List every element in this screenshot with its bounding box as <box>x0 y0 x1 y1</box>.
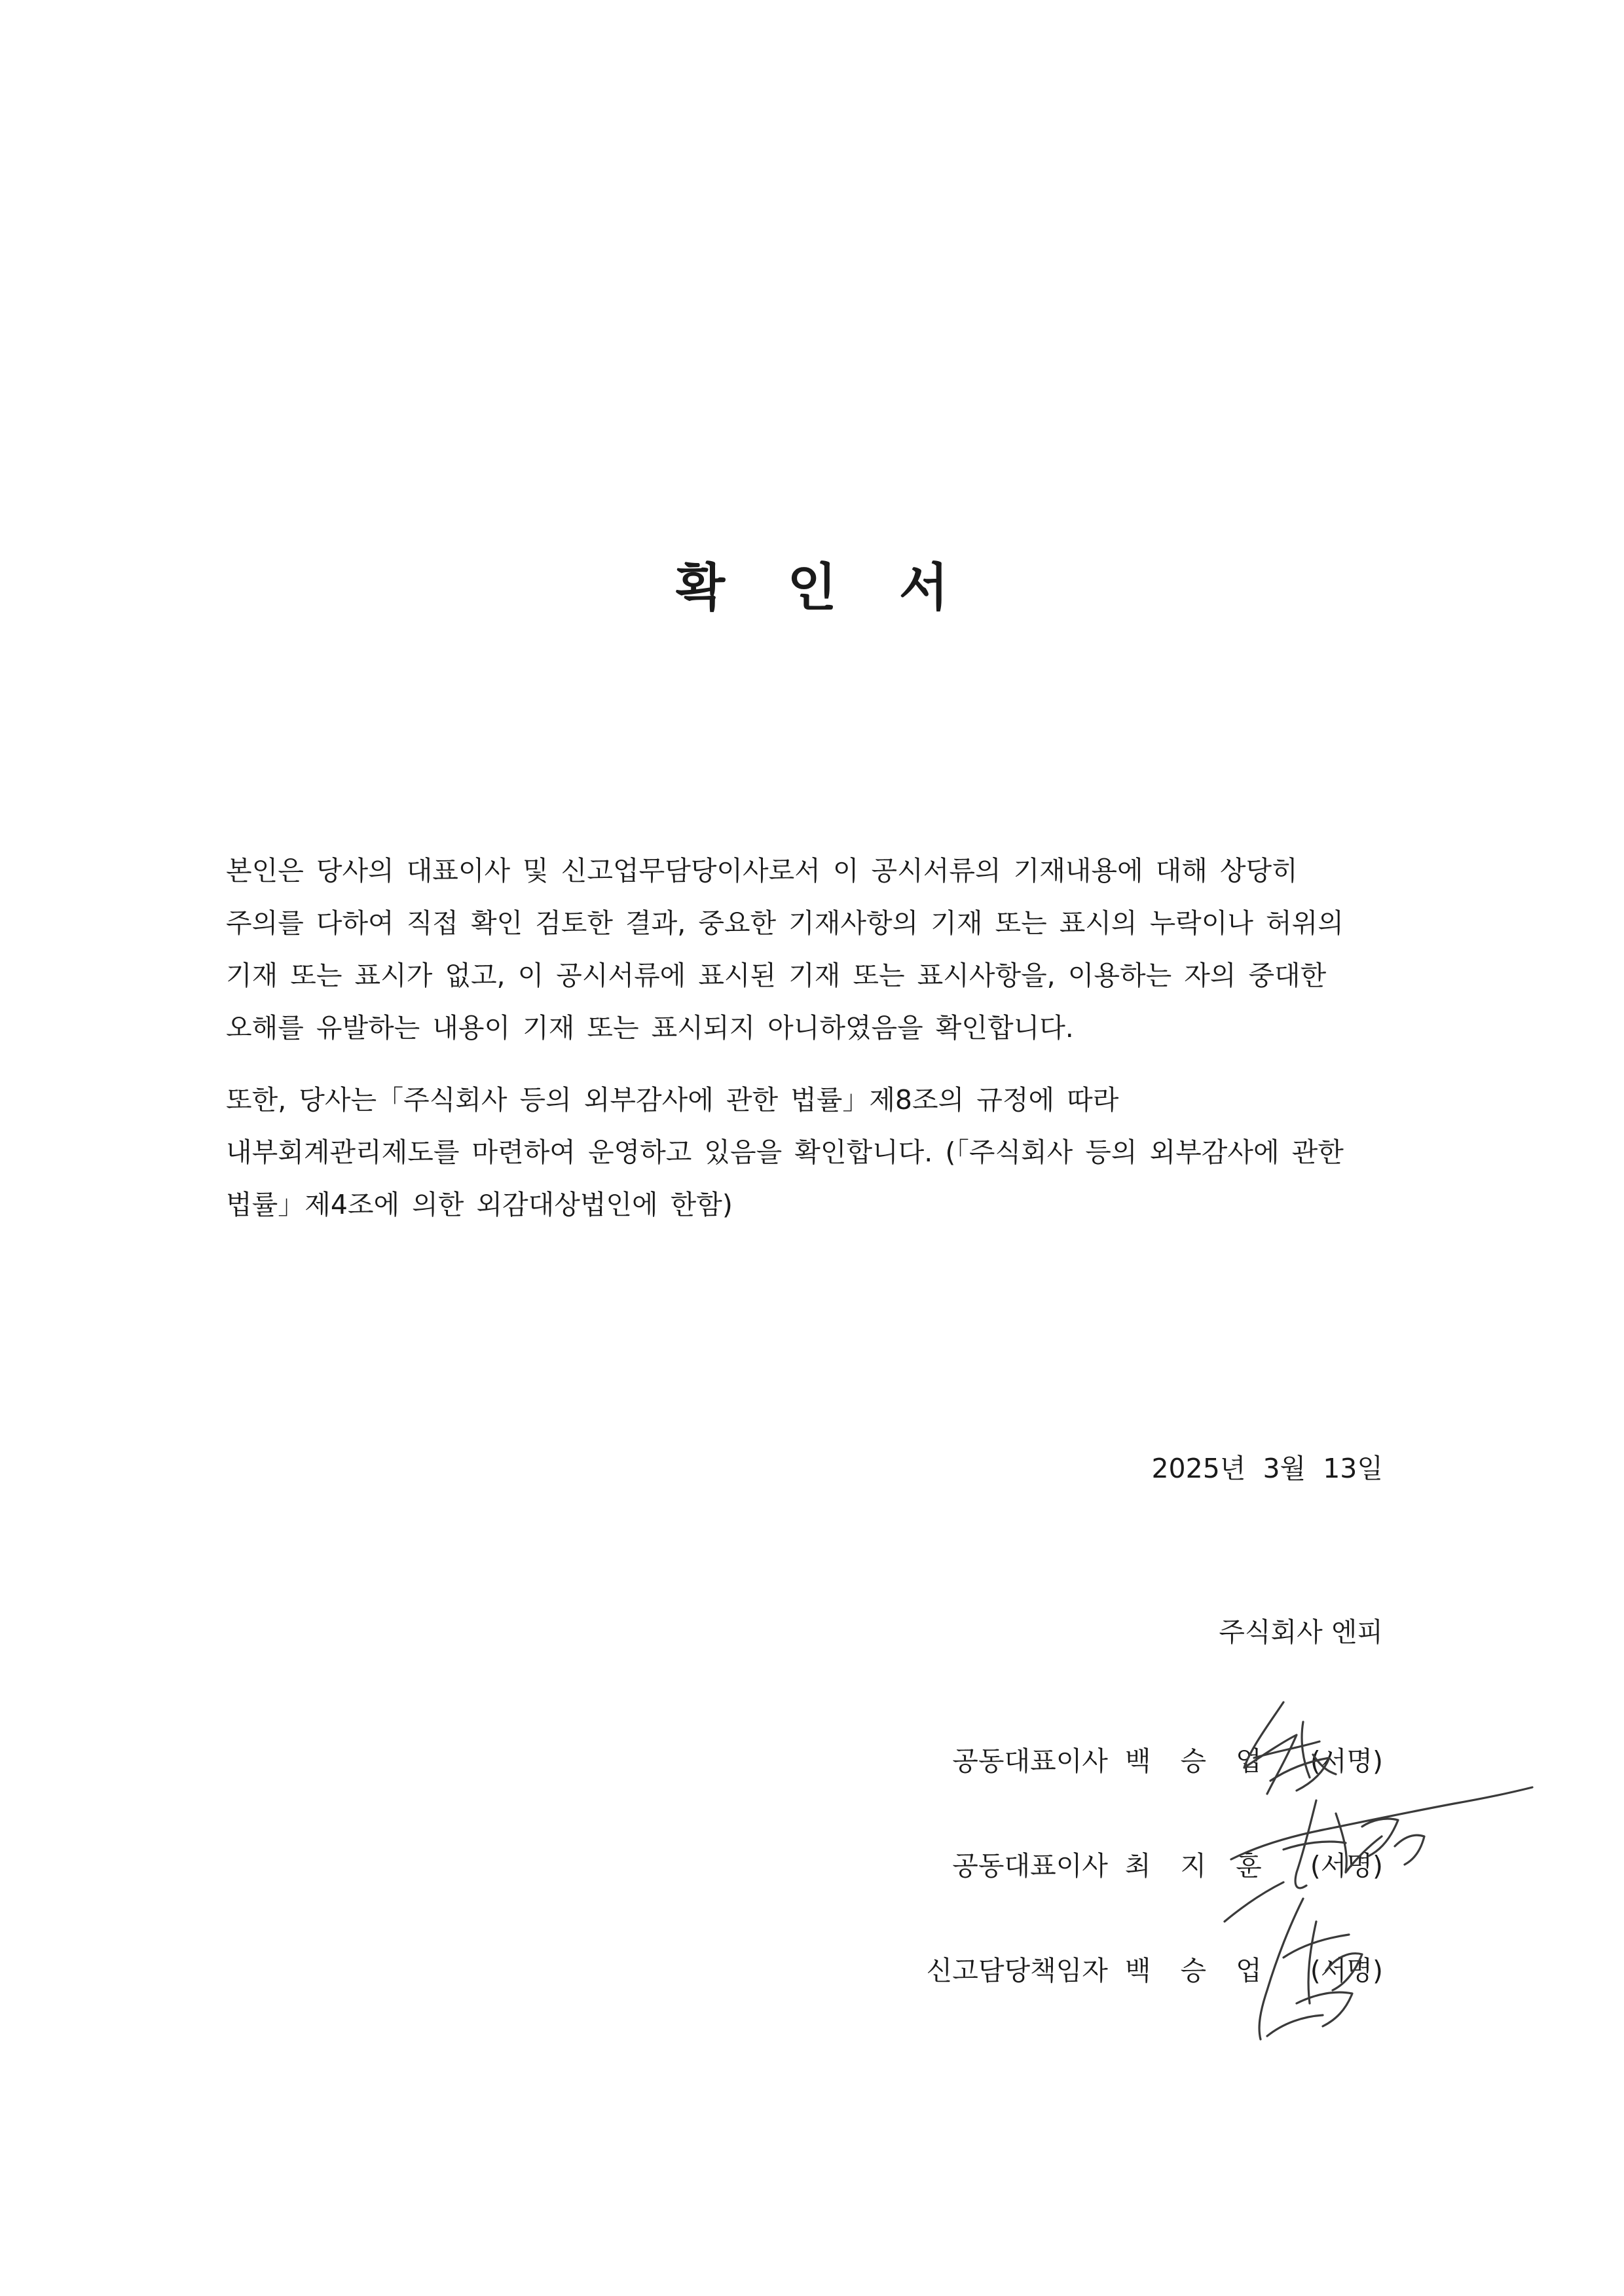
paragraph-line: 또한, 당사는「주식회사 등의 외부감사에 관한 법률」제8조의 규정에 따라 <box>226 1084 1119 1116</box>
handwritten-signature <box>1205 1696 1545 2062</box>
confirmation-paragraph <box>226 845 1398 1054</box>
paragraph-line: 법률」제4조에 의한 외감대상법인에 한함) <box>226 1189 733 1220</box>
paragraph-line: 내부회계관리제도를 마련하여 운영하고 있음을 확인합니다. (「주식회사 등의 외부감사에 관한 <box>226 1137 1344 1168</box>
signature-label: (서명) <box>1310 1745 1383 1777</box>
company-name: 주식회사 엔피 <box>1219 1616 1383 1648</box>
paragraph-line: 기재 또는 표시가 없고, 이 공시서류에 표시된 기재 또는 표시사항을, 이용하는 자의 중대한 <box>226 960 1327 991</box>
document-date: 2025년 3월 13일 <box>1151 1453 1383 1484</box>
signatory-name: 최 지 훈 <box>1124 1850 1272 1882</box>
signatory-name: 백 승 업 <box>1124 1745 1272 1777</box>
document-title: 확 인 서 <box>675 558 971 617</box>
paragraph-line: 본인은 당사의 대표이사 및 신고업무담당이사로서 이 공시서류의 기재내용에 대해 상당히 <box>226 855 1298 886</box>
internal-control-paragraph <box>226 1074 1398 1231</box>
signature-label: (서명) <box>1310 1955 1383 1986</box>
signature-label: (서명) <box>1310 1850 1383 1882</box>
signatory-role: 공동대표이사 <box>952 1745 1108 1777</box>
paragraph-line: 오해를 유발하는 내용이 기재 또는 표시되지 아니하였음을 확인합니다. <box>226 1012 1074 1044</box>
signatory-name: 백 승 업 <box>1124 1955 1272 1986</box>
signatory-role: 공동대표이사 <box>952 1850 1108 1882</box>
signatory-role: 신고담당책임자 <box>926 1955 1108 1986</box>
paragraph-line: 주의를 다하여 직접 확인 검토한 결과, 중요한 기재사항의 기재 또는 표시의 누락이나 허위의 <box>226 907 1344 939</box>
